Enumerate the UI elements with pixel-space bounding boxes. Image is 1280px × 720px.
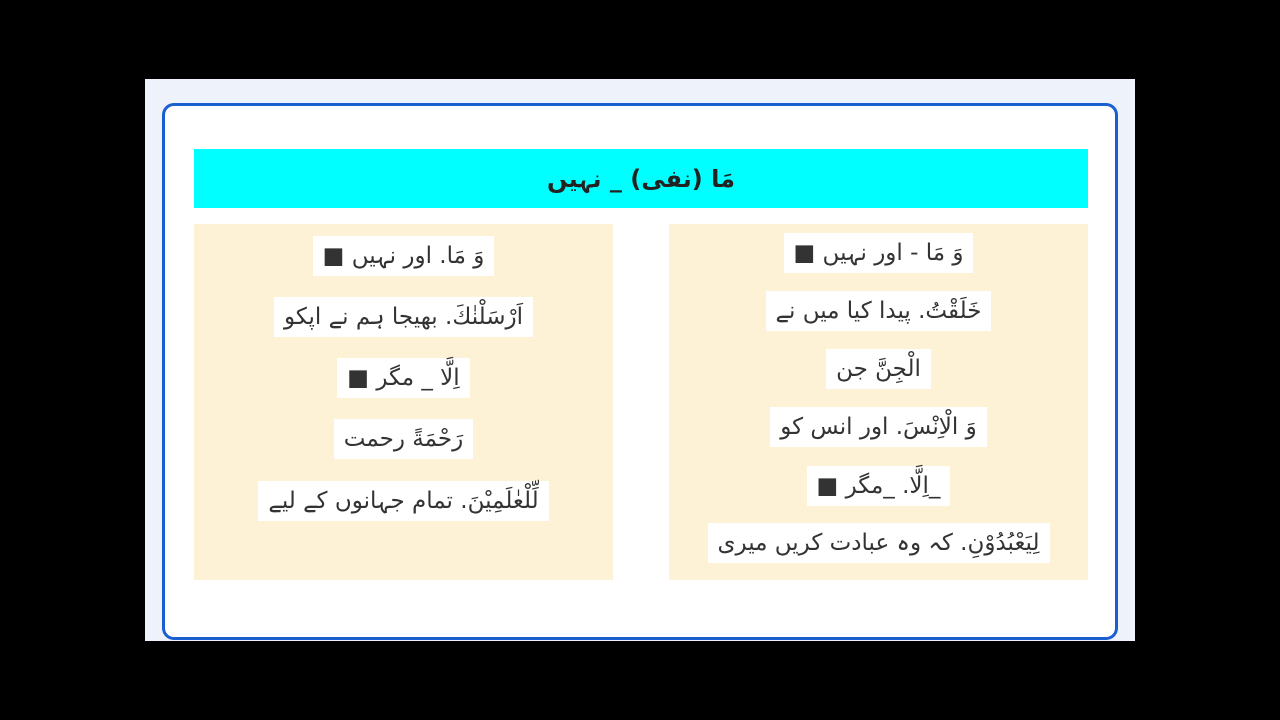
vocab-text: لِّلْعٰلَمِيْنَ. تمام جہانوں کے لیے: [258, 481, 548, 521]
slide-title: مَا (نفی) _ نہیں: [194, 149, 1088, 208]
vocab-text: لِيَعْبُدُوْنِ. کہ وہ عبادت کریں میری: [708, 523, 1050, 563]
vocab-text: وَ الْاِنْسَ. اور انس کو: [770, 407, 986, 447]
vocab-text: رَحْمَةً رحمت: [334, 419, 473, 459]
vocab-row: [194, 236, 613, 276]
vocab-text: وَ مَا - اور نہیں ■: [784, 233, 974, 273]
vocab-row: [194, 297, 613, 337]
vocab-row: [669, 466, 1088, 506]
vocab-row: [669, 233, 1088, 273]
vocab-text: اَرْسَلْنٰكَ. بھیجا ہم نے اپکو: [274, 297, 533, 337]
vocab-text: وَ مَا. اور نہیں ■: [313, 236, 495, 276]
vocab-row: [669, 349, 1088, 389]
vocab-row: [194, 419, 613, 459]
vocab-row: [669, 291, 1088, 331]
vocab-text: اِلَّا _ مگر ■: [337, 358, 469, 398]
vocab-text: _اِلَّا. _مگر ■: [807, 466, 951, 506]
vocab-text: الْجِنَّ جن: [826, 349, 931, 389]
left-vocabulary-panel: [194, 224, 613, 580]
vocab-row: [669, 523, 1088, 563]
vocab-row: [194, 481, 613, 521]
vocab-row: [669, 407, 1088, 447]
right-vocabulary-panel: [669, 224, 1088, 580]
vocab-row: [194, 358, 613, 398]
vocab-text: خَلَقْتُ. پیدا کیا میں نے: [766, 291, 992, 331]
